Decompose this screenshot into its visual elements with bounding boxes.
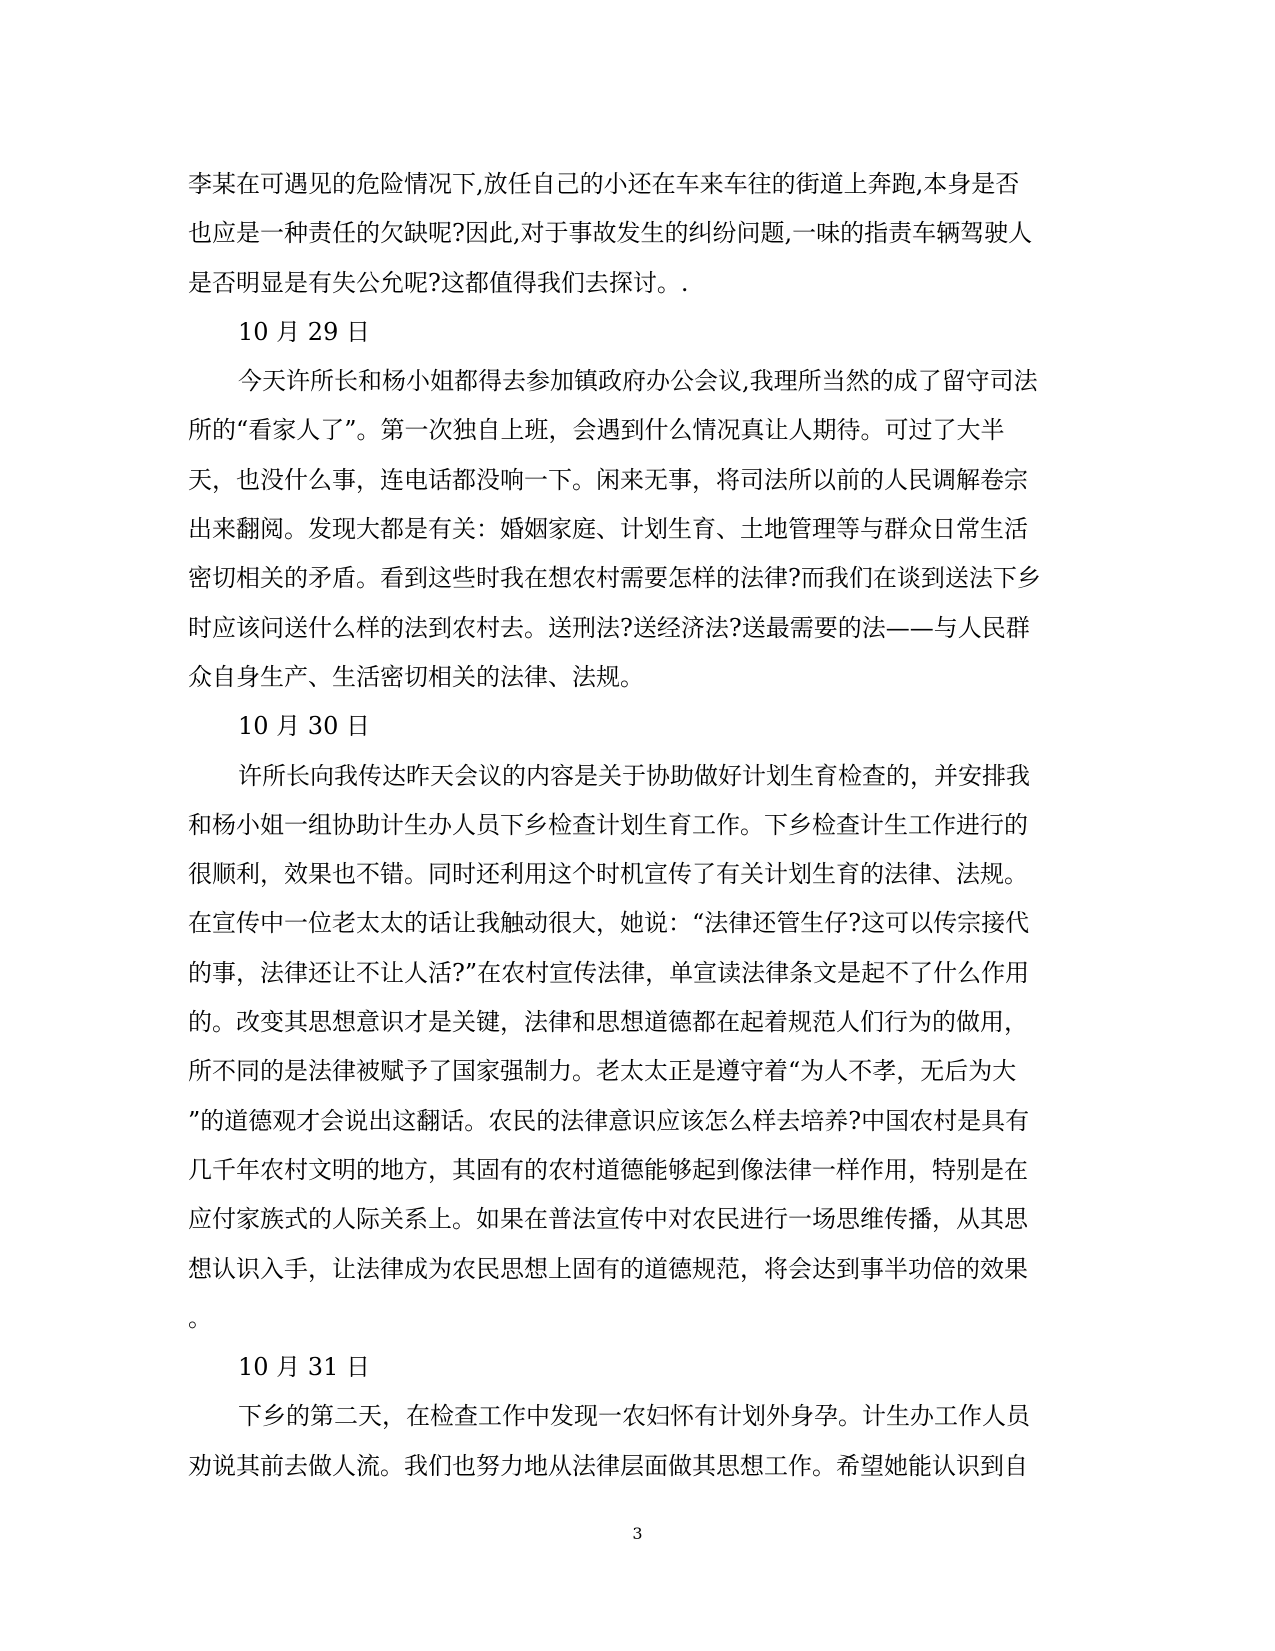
text-line: 应付家族式的人际关系上。如果在普法宣传中对农民进行一场思维传播，从其思 (188, 1205, 1028, 1234)
text-line: 李某在可遇见的危险情况下,放任自己的小还在车来车往的街道上奔跑,本身是否 (188, 170, 1020, 198)
text-line: 的事，法律还让不让人活?”在农村宣传法律，单宣读法律条文是起不了什么作用 (188, 958, 1030, 987)
text-line: 和杨小姐一组协助计生办人员下乡检查计划生育工作。下乡检查计生工作进行的 (188, 810, 1028, 839)
text-line: 密切相关的矛盾。看到这些时我在想农村需要怎样的法律?而我们在谈到送法下乡 (188, 564, 1041, 593)
text-line: 10 月 31 日 (238, 1353, 370, 1382)
text-line: 是否明显是有失公允呢?这都值得我们去探讨。. (188, 268, 689, 297)
text-line: 所不同的是法律被赋予了国家强制力。老太太正是遵守着“为人不孝，无后为大 (188, 1057, 1017, 1086)
text-line: 在宣传中一位老太太的话让我触动很大，她说：“法律还管生仔?这可以传宗接代 (188, 909, 1030, 938)
text-line: 天，也没什么事，连电话都没响一下。闲来无事，将司法所以前的人民调解卷宗 (188, 465, 1028, 494)
text-line: 所的“看家人了”。第一次独自上班，会遇到什么情况真让人期待。可过了大半 (188, 416, 1005, 445)
text-line: 众自身生产、生活密切相关的法律、法规。 (188, 662, 644, 691)
text-line: 想认识入手，让法律成为农民思想上固有的道德规范，将会达到事半功倍的效果 (188, 1254, 1028, 1283)
text-line: 。 (188, 1303, 212, 1332)
page-number: 3 (632, 1524, 643, 1543)
document-body (188, 160, 1078, 1491)
text-line: 也应是一种责任的欠缺呢?因此,对于事故发生的纠纷问题,一味的指责车辆驾驶人 (188, 219, 1033, 248)
text-line: 劝说其前去做人流。我们也努力地从法律层面做其思想工作。希望她能认识到自 (188, 1451, 1028, 1480)
text-line: 下乡的第二天，在检查工作中发现一农妇怀有计划外身孕。计生办工作人员 (238, 1402, 1030, 1431)
text-line: 几千年农村文明的地方，其固有的农村道德能够起到像法律一样作用，特别是在 (188, 1155, 1028, 1184)
text-line: 今天许所长和杨小姐都得去参加镇政府办公会议,我理所当然的成了留守司法 (238, 367, 1038, 396)
text-line: 10 月 30 日 (238, 712, 370, 741)
text-line: 出来翻阅。发现大都是有关：婚姻家庭、计划生育、土地管理等与群众日常生活 (188, 515, 1028, 544)
text-line: 的。改变其思想意识才是关键，法律和思想道德都在起着规范人们行为的做用， (188, 1008, 1028, 1037)
text-line: 很顺利，效果也不错。同时还利用这个时机宣传了有关计划生育的法律、法规。 (188, 860, 1028, 889)
text-line: 许所长向我传达昨天会议的内容是关于协助做好计划生育检查的，并安排我 (238, 761, 1030, 790)
text-line: 10 月 29 日 (238, 317, 370, 346)
text-line: 时应该问送什么样的法到农村去。送刑法?送经济法?送最需要的法——与人民群 (188, 613, 1030, 642)
text-line: ”的道德观才会说出这翻话。农民的法律意识应该怎么样去培养?中国农村是具有 (188, 1106, 1030, 1135)
